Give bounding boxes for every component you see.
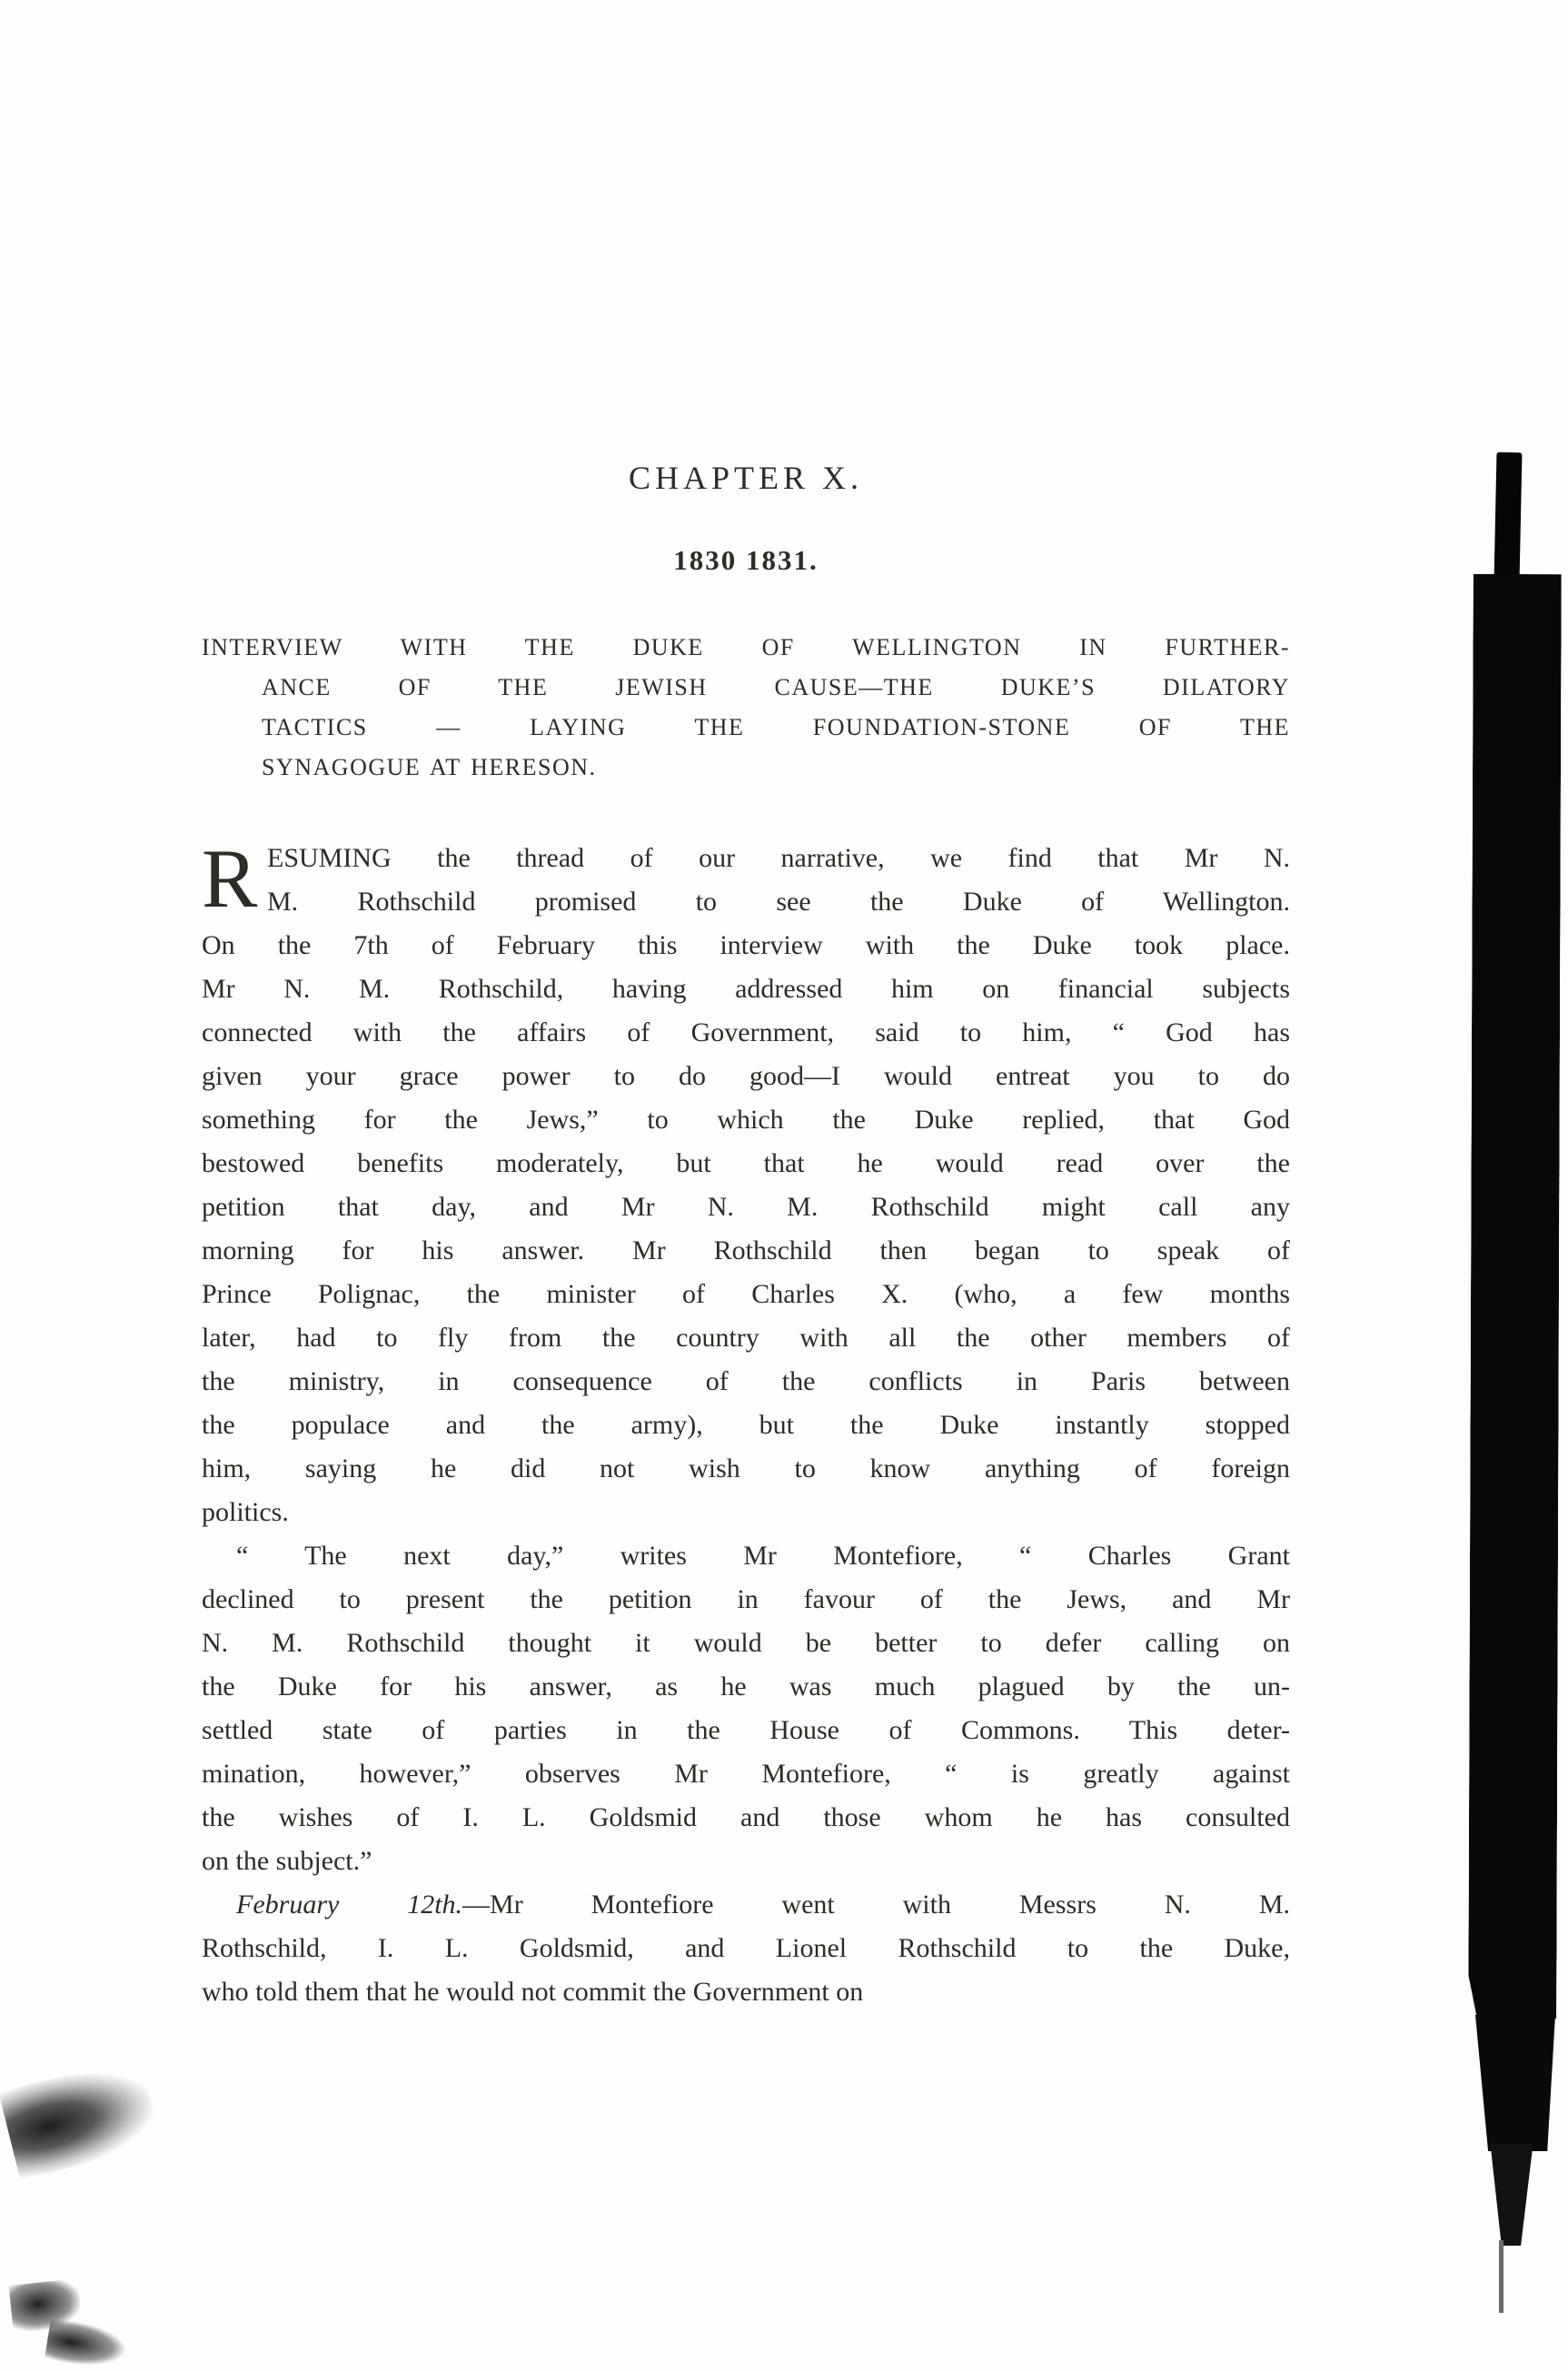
chapter-heading: CHAPTER X. — [628, 460, 864, 496]
scan-artifact-ink-smudge-2 — [8, 2278, 82, 2333]
summary-line: TACTICS — LAYING THE FOUNDATION-STONE OF THE — [262, 714, 1290, 740]
text-line: him, saying he did not wish to know anything of foreign — [202, 1453, 1290, 1483]
text-line: the ministry, in consequence of the conflicts in Paris between — [202, 1366, 1290, 1396]
summary-line: SYNAGOGUE AT HERESON. — [262, 754, 597, 780]
text-line: ESUMING the thread of our narrative, we find that Mr N. — [267, 843, 1290, 873]
body-text — [202, 832, 1290, 2014]
text-line: politics. — [202, 1497, 289, 1527]
text-line: “ The next day,” writes Mr Montefiore, “ Charles Grant — [236, 1541, 1290, 1571]
text-line: the Duke for his answer, as he was much plagued by the un- — [202, 1672, 1290, 1701]
text-line: On the 7th of February this interview with the Duke took place. — [202, 930, 1290, 960]
scan-artifact-right-band — [1468, 574, 1562, 2019]
text-line: given your grace power to do good—I would entreat you to do — [202, 1061, 1290, 1091]
text-line: connected with the affairs of Government, said to him, “ God has — [202, 1017, 1290, 1047]
lead-rest: —Mr Montefiore went with Messrs N. M. — [462, 1890, 1290, 1920]
text-line: M. Rothschild promised to see the Duke of Wellington. — [267, 887, 1290, 917]
text-line: mination, however,” observes Mr Montefiore, “ is greatly against — [202, 1759, 1290, 1789]
text-line: the populace and the army), but the Duke instantly stopped — [202, 1410, 1290, 1440]
text-line: who told them that he would not commit the Government on — [202, 1977, 864, 2007]
text-line: something for the Jews,” to which the Duke replied, that God — [202, 1105, 1290, 1135]
text-line: the wishes of I. L. Goldsmid and those whom he has consulted — [202, 1802, 1290, 1832]
text-line: later, had to fly from the country with all the other members of — [202, 1323, 1290, 1353]
text-line: petition that day, and Mr N. M. Rothschild might call any — [202, 1192, 1290, 1222]
scan-artifact-right-band-top — [1494, 452, 1523, 582]
text-line: N. M. Rothschild thought it would be better to defer calling on — [202, 1628, 1290, 1658]
text-line: Mr N. M. Rothschild, having addressed him on financial subjects — [202, 974, 1290, 1004]
scan-artifact-right-band-lower — [1475, 2015, 1555, 2151]
text-line: settled state of parties in the House of Commons. This deter- — [202, 1715, 1290, 1745]
paragraph-1 — [202, 832, 1290, 1534]
scan-artifact-right-line — [1499, 2240, 1503, 2313]
text-block — [202, 0, 1290, 2014]
scan-artifact-ink-smudge-3 — [45, 2318, 128, 2371]
text-line: on the subject.” — [202, 1846, 372, 1876]
drop-cap: R — [202, 832, 258, 925]
summary-line: ANCE OF THE JEWISH CAUSE—THE DUKE’S DILATORY — [262, 674, 1290, 700]
chapter-date: 1830 1831. — [673, 544, 819, 576]
date-lead: February 12th. — [236, 1890, 463, 1920]
text-line: Rothschild, I. L. Goldsmid, and Lionel Rothschild to the Duke, — [202, 1933, 1290, 1963]
text-line — [202, 1883, 1290, 1927]
paragraph-2 — [202, 1534, 1290, 1883]
scan-artifact-right-band-tail — [1486, 2144, 1537, 2246]
text-line: morning for his answer. Mr Rothschild then began to speak of — [202, 1235, 1290, 1265]
text-line: Prince Polignac, the minister of Charles X. (who, a few months — [202, 1279, 1290, 1309]
text-line: declined to present the petition in favour of the Jews, and Mr — [202, 1584, 1290, 1614]
summary-line: INTERVIEW WITH THE DUKE OF WELLINGTON IN FURTHER- — [202, 634, 1290, 660]
chapter-summary — [202, 628, 1290, 788]
paragraph-3 — [202, 1883, 1290, 2014]
scan-artifact-ink-smudge-1 — [0, 2057, 162, 2180]
text-line: bestowed benefits moderately, but that he would read over the — [202, 1148, 1290, 1178]
